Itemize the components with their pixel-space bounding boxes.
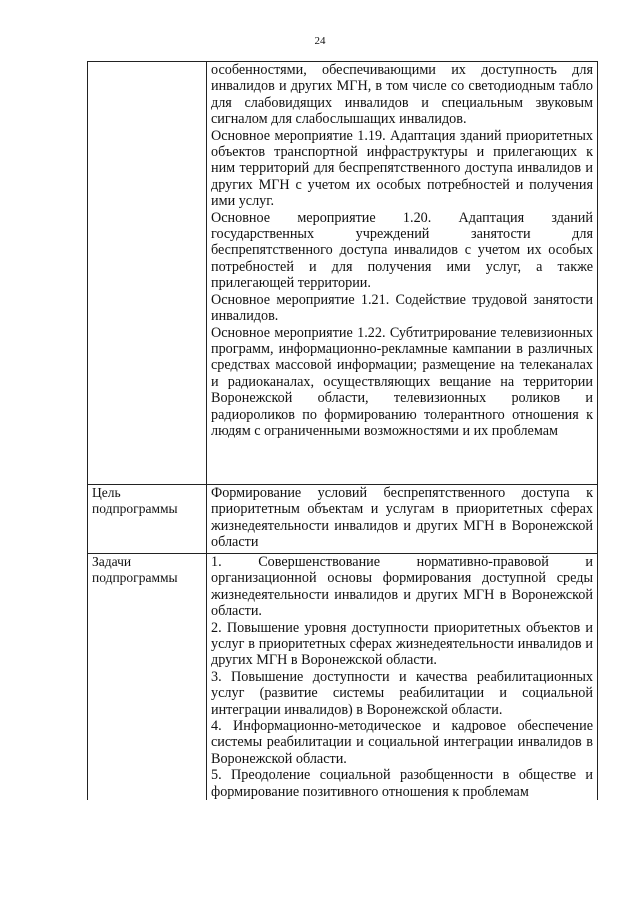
- table-row: [88, 554, 598, 801]
- measure-paragraph: особенностями, обеспечивающими их доступность для инвалидов и других МГН, в том числе со светодиодным табло для слабовидящих инвалидов и специальным звуковым сигналом для слабослышащих инвалидов.: [211, 62, 593, 128]
- task-paragraph: 2. Повышение уровня доступности приоритетных объектов и услуг в приоритетных сферах жизнедеятельности инвалидов и других МГН в Воронежской области.: [211, 619, 593, 669]
- table-row: [88, 485, 598, 554]
- task-paragraph: 5. Преодоление социальной разобщенности в обществе и формирование позитивного отношения к проблемам: [211, 767, 593, 800]
- row-content-cell: [207, 485, 598, 554]
- task-paragraph: 4. Информационно-методическое и кадровое обеспечение системы реабилитации и социальной интеграции инвалидов в Воронежской области.: [211, 718, 593, 767]
- row-label-cell: Задачи подпрограммы: [88, 554, 207, 801]
- row-content-cell: [207, 554, 598, 801]
- page-number: 24: [314, 35, 326, 47]
- row-content-cell: [207, 62, 598, 485]
- goal-paragraph: Формирование условий беспрепятственного доступа к приоритетным объектам и услугам в приоритетных сферах жизнедеятельности инвалидов и других МГН в Воронежской области: [211, 485, 593, 551]
- row-label-cell: [88, 62, 207, 485]
- measure-paragraph: Основное мероприятие 1.20. Адаптация зданий государственных учреждений занятости для беспрепятственного доступа инвалидов с учетом их особых потребностей и для получения ими услуг, а также прилегающей территории.: [211, 209, 593, 292]
- table-row: [88, 62, 598, 485]
- measure-paragraph: Основное мероприятие 1.19. Адаптация зданий приоритетных объектов транспортной инфраструктуры и прилегающих к ним территорий для беспрепятственного доступа инвалидов и других МГН с учетом их особых потребностей и получения ими услуг.: [211, 127, 593, 210]
- task-paragraph: 1. Совершенствование нормативно-правовой и организационной основы формирования доступной среды жизнедеятельности инвалидов и других МГН в Воронежской области.: [211, 554, 593, 620]
- row-label-cell: Цель подпрограммы: [88, 485, 207, 554]
- subprogram-passport-table: [87, 61, 598, 800]
- measure-paragraph: Основное мероприятие 1.22. Субтитрирование телевизионных программ, информационно-рекламные кампании в различных средствах массовой информации; размещение на телеканалах и радиоканалах, осуществляющих вещание на территории Воронежской области, телевизионных роликов и радиороликов по формированию толерантного отношения к людям с ограниченными возможностями и их проблемам: [211, 324, 593, 439]
- measure-paragraph: Основное мероприятие 1.21. Содействие трудовой занятости инвалидов.: [211, 291, 593, 325]
- task-paragraph: 3. Повышение доступности и качества реабилитационных услуг (развитие системы реабилитации и социальной интеграции инвалидов) в Воронежской области.: [211, 668, 593, 718]
